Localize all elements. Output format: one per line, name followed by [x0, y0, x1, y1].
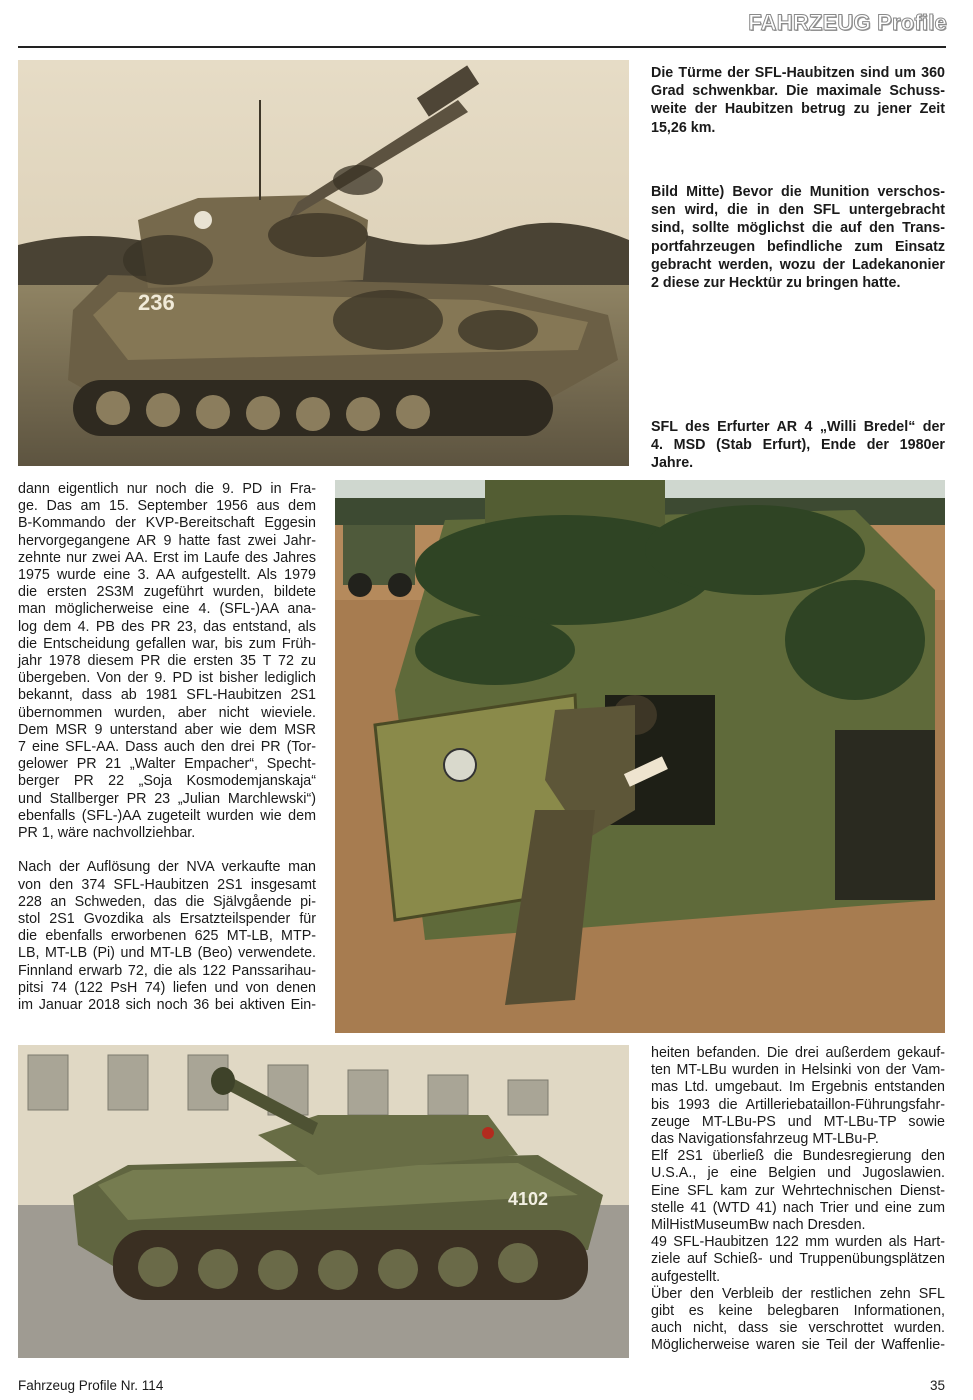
- hull-number-236: 236: [138, 290, 175, 315]
- body-line: zehnte nur zwei AA. Erst im Laufe des Jahres: [18, 549, 316, 566]
- body-line: gibt es keine belegbaren Informationen,: [651, 1303, 945, 1320]
- body-line: aufgestellt.: [651, 1268, 721, 1285]
- header-rule: [18, 46, 946, 48]
- body-line: Dem MSR 9 unterstand aber wie dem MSR: [18, 721, 316, 738]
- body-line: heiten befanden. Die drei außerdem gekauf-: [651, 1045, 945, 1061]
- magazine-header-title: FAHRZEUG Profile: [748, 10, 947, 35]
- body-line: 49 SFL-Haubitzen 122 mm wurden als Hart-: [651, 1234, 945, 1251]
- caption-line: gebracht werden, wozu der Ladekanonier: [651, 256, 945, 273]
- body-line: Finnland erwarb 72, die als 122 Panssarihau-: [18, 962, 316, 979]
- body-line: die ebenfalls erworbenen 625 MT-LB, MTP-: [18, 928, 316, 945]
- body-column-left: [18, 481, 316, 1014]
- caption-line: SFL des Erfurter AR 4 „Willi Bredel“ der: [651, 419, 945, 435]
- body-line: das Navigationsfahrzeug MT-LBu-P.: [651, 1131, 879, 1148]
- caption-middle: [651, 183, 945, 292]
- body-line: B-Kommando der KVP-Bereitschaft Eggesin: [18, 515, 316, 532]
- body-line: hervorgegangene AR 9 hatte fast zwei Jahr-: [18, 532, 316, 549]
- body-line: zeuge MT-LBu-PS und MT-LBu-TP sowie: [651, 1113, 945, 1130]
- body-line: log dem 4. PB des PR 23, das entstand, als: [18, 618, 316, 635]
- body-line: ten MT-LBu wurden in Helsinki von der Vam-: [651, 1062, 945, 1079]
- body-line: man möglicherweise eine 4. (SFL-)AA ana-: [18, 601, 316, 618]
- body-line: die Entscheidung gefallen war, bis zum Früh-: [18, 635, 316, 652]
- body-line: 1975 wurde eine 3. AA aufgestellt. Als 1979: [18, 567, 316, 584]
- caption-line: sind, sollte möglichst die auf den Trans-: [651, 220, 945, 237]
- body-line: bis 1993 die Artilleriebataillon-Führungsfahr-: [651, 1096, 945, 1113]
- body-line: übernommen wurden, aber nicht wieviele.: [18, 704, 316, 721]
- body-line: auch nicht, dass sie verschrottet wurden.: [651, 1320, 945, 1337]
- photo-bottom-howitzer-barracks: [18, 1045, 629, 1358]
- body-line: LB, MT-LB (Pi) und MT-LB (Beo) verwendete.: [18, 945, 316, 962]
- paragraph-gap: [18, 842, 316, 859]
- body-line: dann eigentlich nur noch die 9. PD in Fra-: [18, 481, 316, 497]
- caption-bottom: [651, 418, 945, 473]
- body-line: Eine SFL kam zur Wehrtechnischen Dienst-: [651, 1182, 945, 1199]
- caption-line: Jahre.: [651, 455, 694, 472]
- footer-magazine-issue: Fahrzeug Profile Nr. 114: [18, 1378, 164, 1393]
- caption-line: Die Türme der SFL-Haubitzen sind um 360: [651, 65, 945, 81]
- body-line: U.S.A., je eine Belgien und Jugoslawien.: [651, 1165, 945, 1182]
- body-line: Über den Verbleib der restlichen zehn SFL: [651, 1285, 945, 1302]
- body-line: gelower PR 21 „Walter Empacher“, Specht-: [18, 756, 316, 773]
- body-line: MilHistMuseumBw nach Dresden.: [651, 1217, 866, 1234]
- caption-line: Grad schwenkbar. Die maximale Schuss-: [651, 83, 945, 100]
- body-line: ziele auf Schieß- und Truppenübungsplätzen: [651, 1251, 945, 1268]
- caption-line: 15,26 km.: [651, 119, 716, 136]
- caption-line: 4. MSD (Stab Erfurt), Ende der 1980er: [651, 437, 945, 454]
- caption-line: portfahrzeugen befindliche zum Einsatz: [651, 238, 945, 255]
- body-line: übergeben. Von der 9. PD ist bisher lediglich: [18, 670, 316, 687]
- body-line: mas Ltd. umgebaut. Im Ergebnis entstanden: [651, 1079, 945, 1096]
- photo-middle-loading-ammunition: [335, 480, 945, 1033]
- body-line: bekannt, dass ab 1981 SFL-Haubitzen 2S1: [18, 687, 316, 704]
- body-line: stol 2S1 Gvozdika als Ersatzteilspender für: [18, 911, 316, 928]
- caption-line: weite der Haubitzen betrug zu jener Zeit: [651, 101, 945, 118]
- body-line: von den 374 SFL-Haubitzen 2S1 insgesamt: [18, 876, 316, 893]
- body-line: jahr 1978 diesem PR die ersten 35 T 72 zu: [18, 653, 316, 670]
- hull-number-4102: 4102: [508, 1189, 549, 1209]
- body-line: berger PR 22 „Soja Kosmodemjanskaja“: [18, 773, 316, 790]
- caption-line: sen wird, die in den SFL untergebracht: [651, 202, 945, 219]
- body-line: und Stallberger PR 23 „Julian Marchlewski“): [18, 790, 316, 807]
- body-line: 7 eine SFL-AA. Dass auch den drei PR (Tor-: [18, 739, 316, 756]
- body-line: Nach der Auflösung der NVA verkaufte man: [18, 859, 316, 876]
- body-column-right: [651, 1045, 945, 1355]
- caption-top: [651, 64, 945, 137]
- caption-line: 2 diese zur Hecktür zu bringen hatte.: [651, 275, 901, 292]
- body-line: Möglicherweise waren sie Teil der Waffenlie-: [651, 1337, 945, 1354]
- body-line: stelle 41 (WTD 41) nach Trier und eine zum: [651, 1199, 945, 1216]
- body-line: pitsi 74 (122 PsH 74) liefen und von denen: [18, 979, 316, 996]
- body-line: ebenfalls (SFL-)AA zugeteilt wurden wie dem: [18, 807, 316, 824]
- footer-page-number: 35: [929, 1378, 945, 1393]
- photo-top-howitzer-field: [18, 60, 629, 466]
- body-line: die ersten 2S3M zugeführt wurden, bildete: [18, 584, 316, 601]
- body-line: PR 1, wäre nachvollziehbar.: [18, 825, 196, 842]
- body-line: 228 an Schweden, das die Självgående pi-: [18, 893, 316, 910]
- body-line: Elf 2S1 überließ die Bundesregierung den: [651, 1148, 945, 1165]
- body-line: ge. Das am 15. September 1956 aus dem: [18, 498, 316, 515]
- caption-line: Bild Mitte) Bevor die Munition verschos-: [651, 184, 945, 200]
- body-line: im Januar 2018 sich noch 36 bei aktiven Ein-: [18, 997, 316, 1014]
